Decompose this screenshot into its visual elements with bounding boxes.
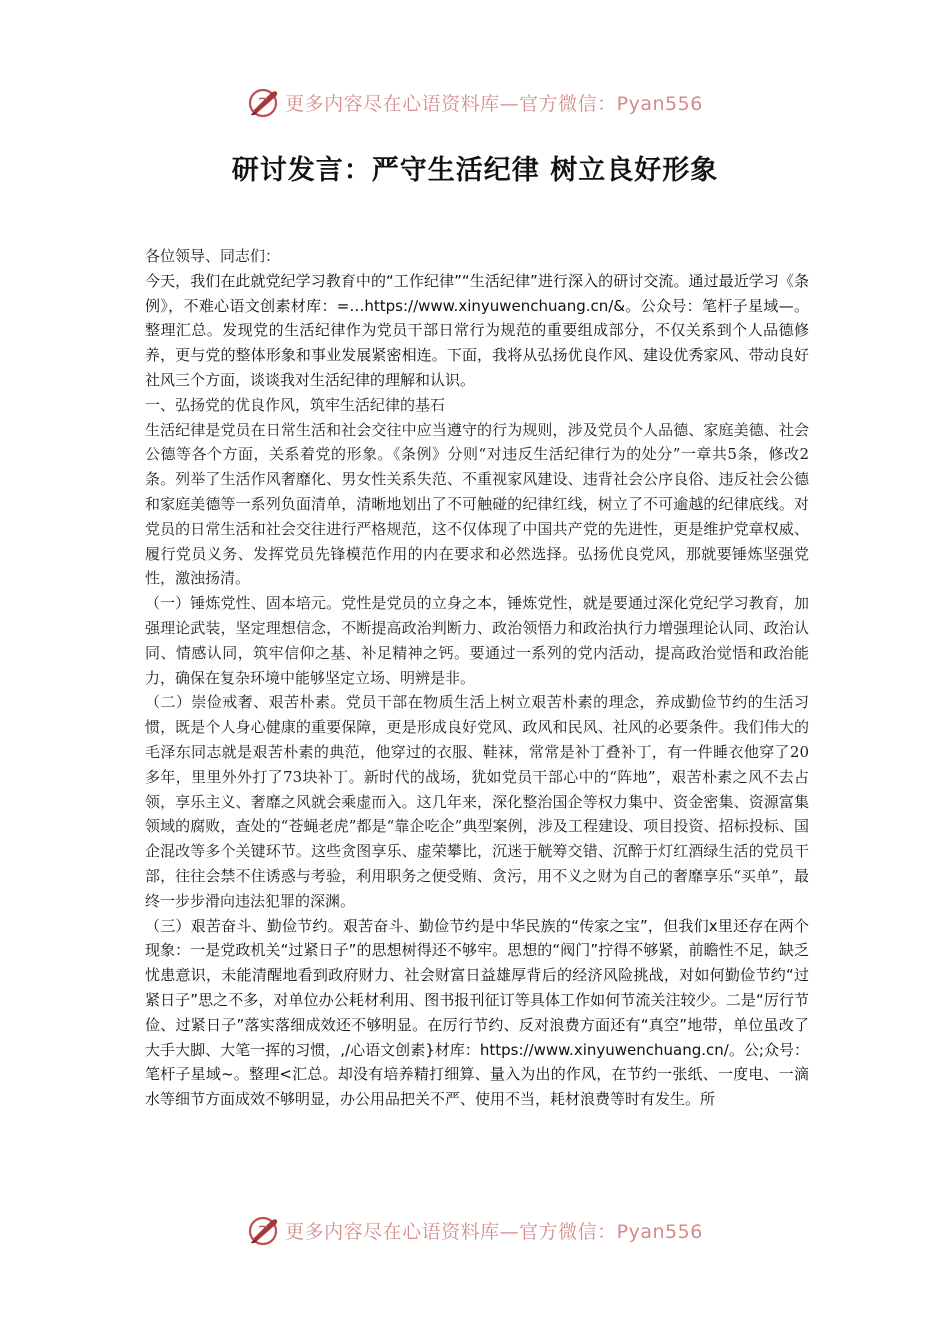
banner-text: 更多内容尽在心语资料库—官方微信：Pyan556 [285,92,703,115]
subsection-3-paragraph: （三）艰苦奋斗、勤俭节约。艰苦奋斗、勤俭节约是中华民族的“传家之宝”，但我们x里还存在两个现象：一是党政机关“过紧日子”的思想树得还不够牢。思想的“阀门”拧得不够紧，前瞻性不足，缺乏忧患意识，未能清醒地看到政府财力、社会财富日益雄厚背后的经济风险挑战，对如何勤俭节约“过紧日子”思之不多，对单位办公耗材利用、图书报刊征订等具体工作如何节流关注较少。二是“厉行节俭、过紧日子”落实落细成效还不够明显。在厉行节约、反对浪费方面还有“真空”地带，单位虽改了大手大脚、大笔一挥的习惯，,/心语文创素}材库：https://www.xinyuwenchuang.cn/。公;众号：笔杆子星域~。整理<汇总。却没有培养精打细算、量入为出的作风，在节约一张纸、一度电、一滴水等细节方面成效不够明显，办公用品把关不严、使用不当，耗材浪费等时有发生。所 [145,916,809,1109]
banner-text: 更多内容尽在心语资料库—官方微信：Pyan556 [285,1220,703,1243]
calligraphy-brush-logo-icon [247,85,281,119]
page-title: 研讨发言：严守生活纪律 树立良好形象 [231,155,719,186]
header-banner [0,80,950,124]
subsection-2-paragraph: （二）崇俭戒奢、艰苦朴素。党员干部在物质生活上树立艰苦朴素的理念，养成勤俭节约的生活习惯，既是个人身心健康的重要保障，更是形成良好党风、政风和民风、社风的必要条件。我们伟大的毛泽东同志就是艰苦朴素的典范，他穿过的衣服、鞋袜，常常是补丁叠补丁，有一件睡衣他穿了20多年，里里外外打了73块补丁。新时代的战场，犹如党员干部心中的“阵地”，艰苦朴素之风不去占领，享乐主义、奢靡之风就会乘虚而入。这几年来，深化整治国企等权力集中、资金密集、资源富集领域的腐败，查处的“苍蝇老虎”都是“靠企吃企”典型案例，涉及工程建设、项目投资、招标投标、国企混改等多个关键环节。这些贪图享乐、虚荣攀比，沉迷于觥筹交错、沉醉于灯红酒绿生活的党员干部，往往会禁不住诱惑与考验，利用职务之便受贿、贪污，用不义之财为自己的奢靡享乐“买单”，最终一步步滑向违法犯罪的深渊。 [145,693,809,910]
calligraphy-brush-logo-icon [247,1213,281,1247]
footer-banner [0,1208,950,1252]
document-body [145,244,809,1112]
salutation: 各位领导、同志们： [145,247,281,265]
subsection-1-paragraph: （一）锤炼党性、固本培元。党性是党员的立身之本，锤炼党性，就是要通过深化党纪学习教育，加强理论武装，坚定理想信念，不断提高政治判断力、政治领悟力和政治执行力增强理论认同、政治认同、情感认同，筑牢信仰之基、补足精神之钙。要通过一系列的党内活动，提高政治觉悟和政治能力，确保在复杂环境中能够坚定立场、明辨是非。 [145,594,809,687]
section-1-paragraph: 生活纪律是党员在日常生活和社会交往中应当遵守的行为规则，涉及党员个人品德、家庭美德、社会公德等各个方面，关系着党的形象。《条例》分则“对违反生活纪律行为的处分”一章共5条，修改2条。列举了生活作风奢靡化、男女性关系失范、不重视家风建设、违背社会公序良俗、违反社会公德和家庭美德等一系列负面清单，清晰地划出了不可触碰的纪律红线，树立了不可逾越的纪律底线。对党员的日常生活和社会交往进行严格规范，这不仅体现了中国共产党的先进性，更是维护党章权威、履行党员义务、发挥党员先锋模范作用的内在要求和必然选择。弘扬优良党风，那就要锤炼坚强党性，激浊扬清。 [145,420,809,588]
wechat-id: Pyan556 [616,92,703,115]
section-heading-1: 一、弘扬党的优良作风，筑牢生活纪律的基石 [145,395,446,414]
wechat-id: Pyan556 [616,1220,703,1243]
intro-paragraph: 今天，我们在此就党纪学习教育中的“工作纪律”“生活纪律”进行深入的研讨交流。通过最近学习《条例》，不难心语文创素材库：=…https://www.xinyuwenchuang.cn/&。公众号：笔杆子星域—。整理汇总。发现党的生活纪律作为党员干部日常行为规范的重要组成部分，不仅关系到个人品德修养，更与党的整体形象和事业发展紧密相连。下面，我将从弘扬优良作风、建设优秀家风、带动良好社风三个方面，谈谈我对生活纪律的理解和认识。 [145,271,809,389]
